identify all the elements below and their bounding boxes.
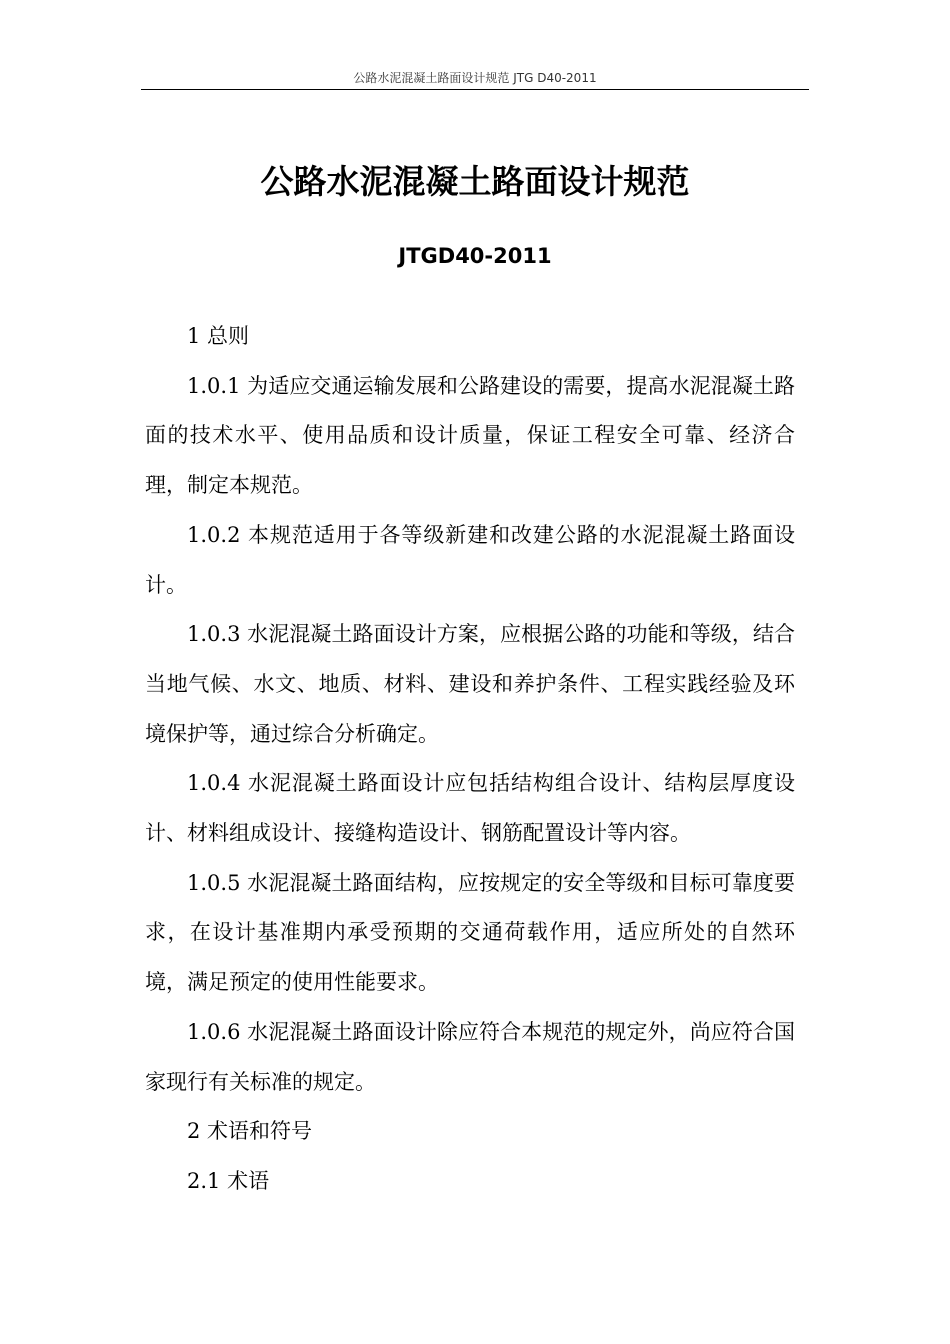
clause-1-0-3: 1.0.3 水泥混凝土路面设计方案，应根据公路的功能和等级，结合当地气候、水文、地质、材料、建设和养护条件、工程实践经验及环境保护等，通过综合分析确定。 bbox=[145, 622, 795, 746]
running-header: 公路水泥混凝土路面设计规范 JTG D40-2011 bbox=[353, 71, 597, 85]
document-body bbox=[145, 312, 795, 1207]
clause-1-0-4: 1.0.4 水泥混凝土路面设计应包括结构组合设计、结构层厚度设计、材料组成设计、接缝构造设计、钢筋配置设计等内容。 bbox=[145, 771, 795, 846]
document-code: JTGD40-2011 bbox=[398, 244, 552, 268]
document-title: 公路水泥混凝土路面设计规范 bbox=[260, 162, 690, 201]
clause-1-0-6: 1.0.6 水泥混凝土路面设计除应符合本规范的规定外，尚应符合国家现行有关标准的规定。 bbox=[145, 1019, 795, 1094]
clause-1-0-1: 1.0.1 为适应交通运输发展和公路建设的需要，提高水泥混凝土路面的技术水平、使用品质和设计质量，保证工程安全可靠、经济合理，制定本规范。 bbox=[145, 373, 795, 498]
heading-terms: 2.1 术语 bbox=[187, 1168, 270, 1193]
clause-1-0-5: 1.0.5 水泥混凝土路面结构，应按规定的安全等级和目标可靠度要求，在设计基准期内承受预期的交通荷载作用，适应所处的自然环境，满足预定的使用性能要求。 bbox=[145, 870, 795, 995]
header-rule bbox=[141, 89, 809, 90]
heading-terms-symbols: 2 术语和符号 bbox=[187, 1119, 313, 1144]
clause-1-0-2: 1.0.2 本规范适用于各等级新建和改建公路的水泥混凝土路面设计。 bbox=[145, 522, 795, 597]
heading-general: 1 总则 bbox=[187, 324, 250, 348]
